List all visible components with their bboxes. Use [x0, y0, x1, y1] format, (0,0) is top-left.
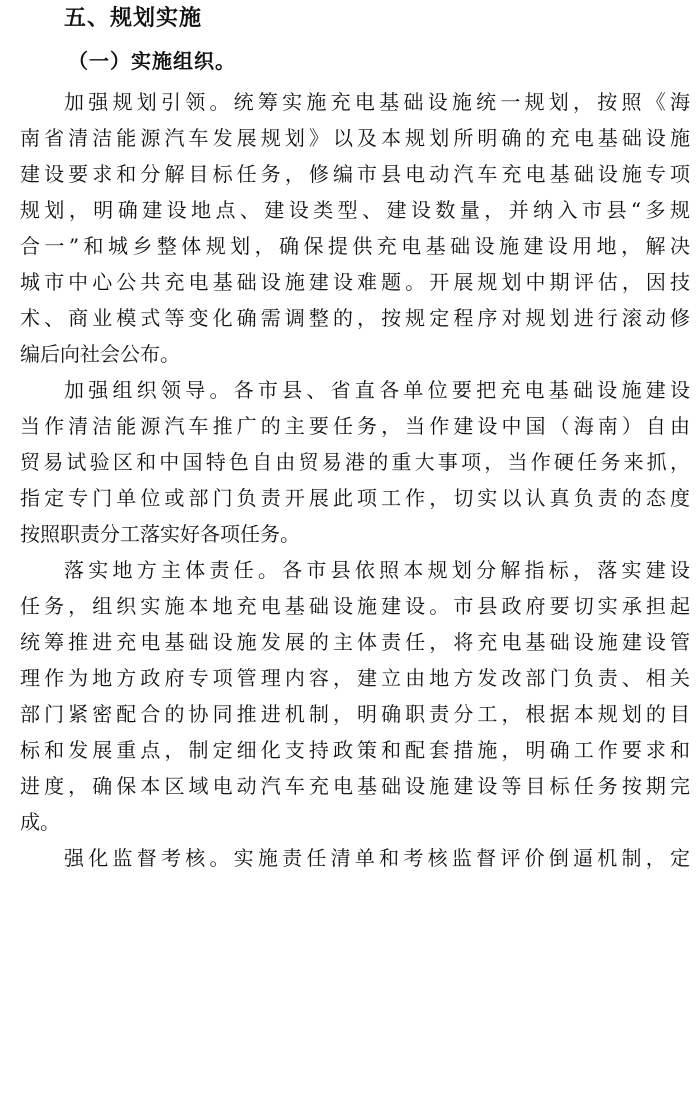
paragraph-planning-guidance: [20, 84, 690, 372]
paragraph-line: 规划，明确建设地点、建设类型、建设数量，并纳入市县“多规: [20, 198, 690, 222]
body-text: [20, 84, 690, 876]
paragraph-line: 任务，组织实施本地充电基础设施建设。市县政府要切实承担起: [20, 594, 690, 618]
paragraph-line: 理作为地方政府专项管理内容，建立由地方发改部门负责、相关: [20, 666, 690, 690]
paragraph-line: 加强规划引领。统筹实施充电基础设施统一规划，按照《海: [64, 90, 690, 114]
paragraph-line: 编后向社会公布。: [20, 342, 180, 366]
paragraph-local-responsibility: [20, 552, 690, 840]
paragraph-line: 成。: [20, 810, 60, 834]
paragraph-line: 部门紧密配合的协同推进机制，明确职责分工，根据本规划的目: [20, 702, 690, 726]
paragraph-line: 统筹推进充电基础设施发展的主体责任，将充电基础设施建设管: [20, 630, 690, 654]
section-title: 五、规划实施: [64, 6, 203, 31]
paragraph-line: 加强组织领导。各市县、省直各单位要把充电基础设施建设: [64, 378, 690, 402]
paragraph-line: 建设要求和分解目标任务，修编市县电动汽车充电基础设施专项: [20, 162, 690, 186]
paragraph-organization-leadership: [20, 372, 690, 552]
paragraph-line: 合一”和城乡整体规划，确保提供充电基础设施建设用地，解决: [20, 234, 690, 258]
paragraph-line: 标和发展重点，制定细化支持政策和配套措施，明确工作要求和: [20, 738, 690, 762]
paragraph-line: 城市中心公共充电基础设施建设难题。开展规划中期评估，因技: [20, 270, 690, 294]
paragraph-line: 南省清洁能源汽车发展规划》以及本规划所明确的充电基础设施: [20, 126, 690, 150]
paragraph-line: 落实地方主体责任。各市县依照本规划分解指标，落实建设: [64, 558, 690, 582]
paragraph-line: 强化监督考核。实施责任清单和考核监督评价倒逼机制，定: [64, 846, 690, 870]
paragraph-line: 术、商业模式等变化确需调整的，按规定程序对规划进行滚动修: [20, 306, 690, 330]
paragraph-line: 当作清洁能源汽车推广的主要任务，当作建设中国（海南）自由: [20, 414, 690, 438]
paragraph-line: 按照职责分工落实好各项任务。: [20, 522, 300, 546]
paragraph-line: 进度，确保本区域电动汽车充电基础设施建设等目标任务按期完: [20, 774, 690, 798]
paragraph-line: 指定专门单位或部门负责开展此项工作，切实以认真负责的态度: [20, 486, 690, 510]
paragraph-line: 贸易试验区和中国特色自由贸易港的重大事项，当作硬任务来抓，: [20, 450, 690, 474]
paragraph-supervision-assessment: [20, 840, 690, 876]
subsection-title: （一）实施组织。: [68, 49, 236, 73]
